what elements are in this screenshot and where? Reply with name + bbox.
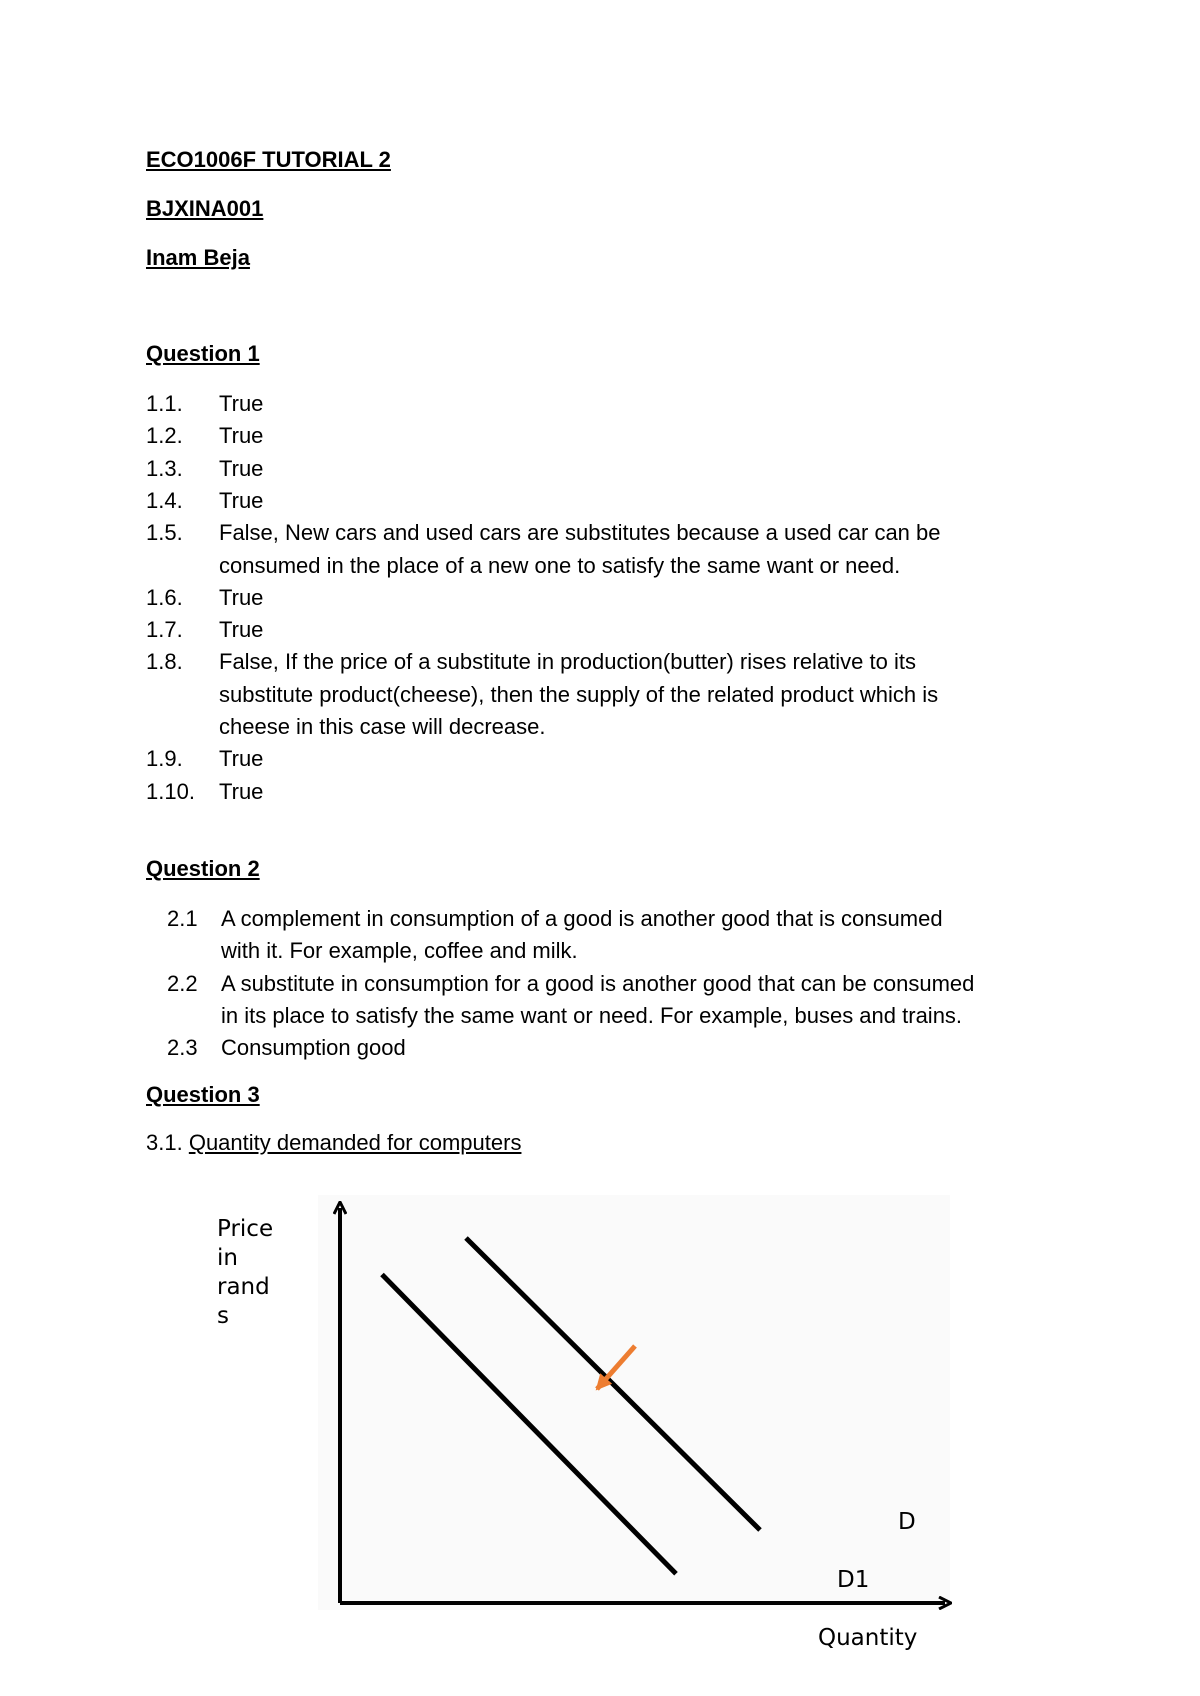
question-1-item-number: 1.2. bbox=[146, 423, 183, 449]
y-axis-label-line-3: rand bbox=[217, 1274, 270, 1300]
question-1-heading: Question 1 bbox=[146, 341, 260, 366]
question-1-item-number: 1.5. bbox=[146, 520, 183, 546]
question-1-item-text: cheese in this case will decrease. bbox=[219, 714, 546, 739]
question-1-item-text: True bbox=[219, 391, 264, 416]
question-3-1-title: Quantity demanded for computers bbox=[188, 1130, 522, 1155]
curve-label-d: D bbox=[898, 1509, 916, 1535]
question-1-item-number: 1.7. bbox=[146, 617, 183, 643]
question-1-item-number: 1.9. bbox=[146, 746, 183, 772]
student-name: Inam Beja bbox=[146, 245, 250, 270]
question-2-item-text: A substitute in consumption for a good is another good that can be consumed bbox=[221, 970, 975, 996]
question-1-item-number: 1.1. bbox=[146, 391, 183, 416]
question-2-item-text: A complement in consumption of a good is another good that is consumed bbox=[221, 906, 943, 931]
question-1-item-text: consumed in the place of a new one to satisfy the same want or need. bbox=[219, 552, 901, 578]
question-1-item-text: True bbox=[219, 746, 264, 772]
question-1-item-text: True bbox=[219, 455, 264, 481]
student-number: BJXINA001 bbox=[146, 196, 264, 221]
question-2-heading: Question 2 bbox=[146, 856, 260, 881]
y-axis-label-line-1: Price bbox=[217, 1216, 274, 1242]
question-1-item-number: 1.3. bbox=[146, 455, 183, 481]
question-1-item-text: True bbox=[219, 778, 264, 804]
x-axis-label: Quantity bbox=[818, 1625, 918, 1651]
question-2-item-text: in its place to satisfy the same want or need. For example, buses and trains. bbox=[221, 1002, 963, 1028]
question-1-item-number: 1.8. bbox=[146, 649, 183, 675]
curve-label-d1: D1 bbox=[837, 1567, 870, 1593]
question-3-1-number: 3.1. bbox=[146, 1130, 183, 1155]
question-3-heading: Question 3 bbox=[146, 1082, 260, 1107]
question-1-item-number: 1.4. bbox=[146, 487, 183, 513]
question-2-item-text: Consumption good bbox=[221, 1035, 406, 1061]
question-1-item-text: True bbox=[219, 617, 264, 643]
question-1-item-text: True bbox=[219, 487, 264, 513]
question-1-item-text: False, If the price of a substitute in production(butter) rises relative to its bbox=[219, 649, 916, 675]
y-axis-label-line-4: s bbox=[217, 1303, 229, 1329]
question-2-item-number: 2.1 bbox=[167, 906, 198, 931]
question-1-item-text: substitute product(cheese), then the supply of the related product which is bbox=[219, 681, 939, 707]
question-1-item-number: 1.10. bbox=[146, 778, 195, 804]
question-1-item-text: False, New cars and used cars are substitutes because a used car can be bbox=[219, 520, 941, 546]
question-2-item-number: 2.3 bbox=[167, 1035, 198, 1061]
y-axis-label-line-2: in bbox=[217, 1245, 238, 1271]
question-2-item-number: 2.2 bbox=[167, 970, 198, 996]
document-title: ECO1006F TUTORIAL 2 bbox=[146, 147, 391, 172]
question-1-item-number: 1.6. bbox=[146, 584, 183, 610]
question-1-item-text: True bbox=[219, 423, 264, 449]
question-1-item-text: True bbox=[219, 584, 264, 610]
question-2-item-text: with it. For example, coffee and milk. bbox=[221, 938, 578, 964]
